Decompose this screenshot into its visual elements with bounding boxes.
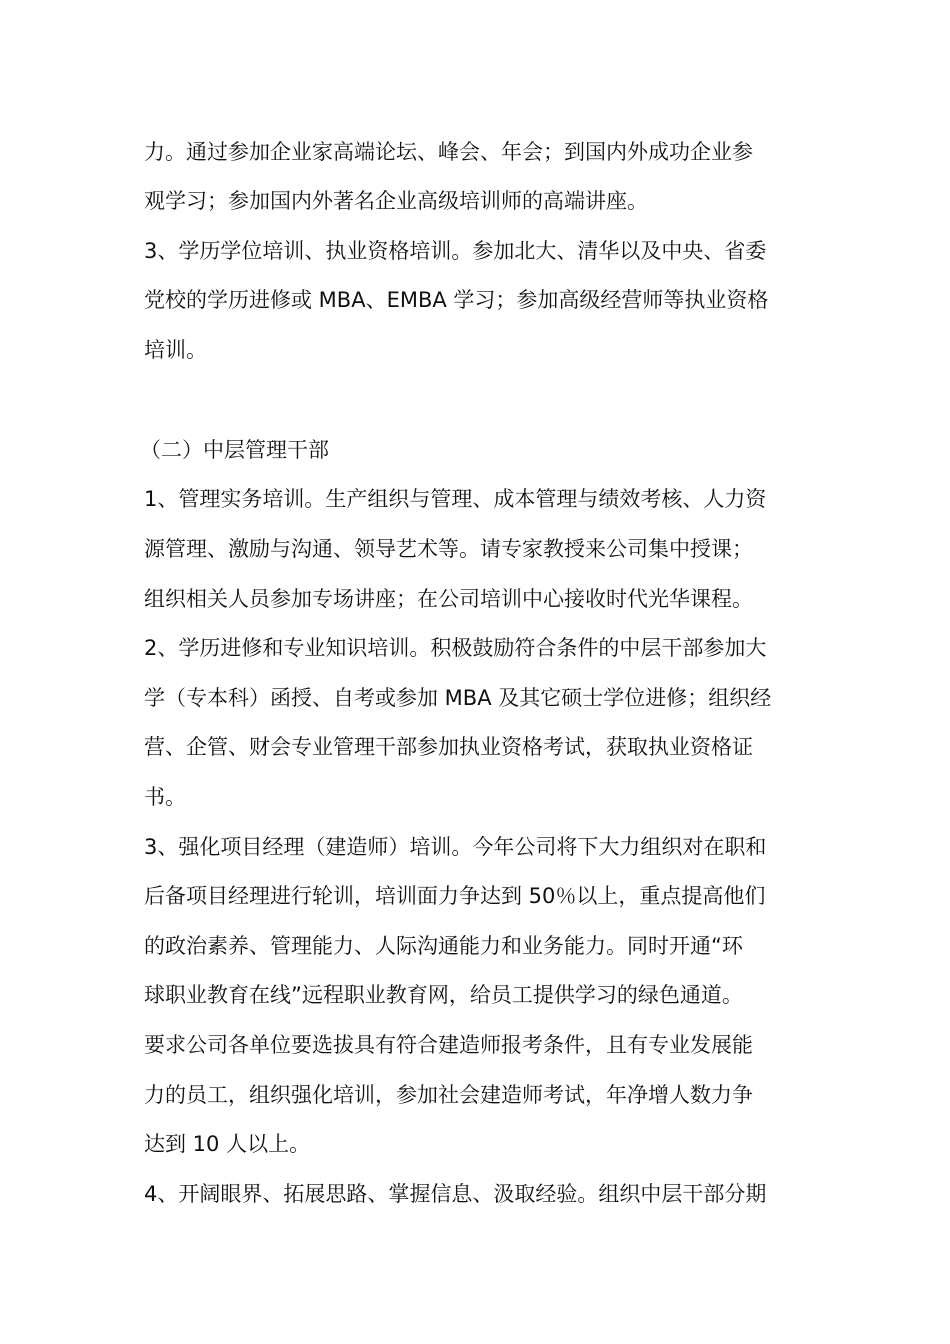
paragraph-line: 学（专本科）函授、自考或参加 MBA 及其它硕士学位进修；组织经: [144, 686, 772, 710]
paragraph-line: 源管理、激励与沟通、领导艺术等。请专家教授来公司集中授课；: [144, 537, 753, 561]
section-heading: （二）中层管理干部: [140, 438, 329, 462]
paragraph-line: 球职业教育在线”远程职业教育网，给员工提供学习的绿色通道。: [144, 983, 743, 1007]
paragraph-line: 3、强化项目经理（建造师）培训。今年公司将下大力组织对在职和: [144, 835, 767, 859]
paragraph-line: 观学习；参加国内外著名企业高级培训师的高端讲座。: [144, 189, 648, 213]
paragraph-line: 4、开阔眼界、拓展思路、掌握信息、汲取经验。组织中层干部分期: [144, 1182, 767, 1206]
paragraph-line: 党校的学历进修或 MBA、EMBA 学习；参加高级经营师等执业资格: [144, 288, 769, 312]
paragraph-line: 力。通过参加企业家高端论坛、峰会、年会；到国内外成功企业参: [144, 140, 753, 164]
paragraph-line: 1、管理实务培训。生产组织与管理、成本管理与绩效考核、人力资: [144, 487, 767, 511]
paragraph-line: 达到 10 人以上。: [144, 1132, 311, 1156]
paragraph-line: 书。: [144, 785, 186, 809]
paragraph-line: 培训。: [144, 338, 207, 362]
paragraph-line: 3、学历学位培训、执业资格培训。参加北大、清华以及中央、省委: [144, 239, 767, 263]
paragraph-line: 后备项目经理进行轮训，培训面力争达到 50％以上，重点提高他们: [144, 884, 766, 908]
paragraph-line: 营、企管、财会专业管理干部参加执业资格考试，获取执业资格证: [144, 735, 753, 759]
paragraph-line: 的政治素养、管理能力、人际沟通能力和业务能力。同时开通“环: [144, 934, 743, 958]
paragraph-line: 要求公司各单位要选拔具有符合建造师报考条件，且有专业发展能: [144, 1033, 753, 1057]
paragraph-line: 2、学历进修和专业知识培训。积极鼓励符合条件的中层干部参加大: [144, 636, 767, 660]
paragraph-line: 组织相关人员参加专场讲座；在公司培训中心接收时代光华课程。: [144, 587, 753, 611]
paragraph-line: 力的员工，组织强化培训，参加社会建造师考试，年净增人数力争: [144, 1083, 753, 1107]
